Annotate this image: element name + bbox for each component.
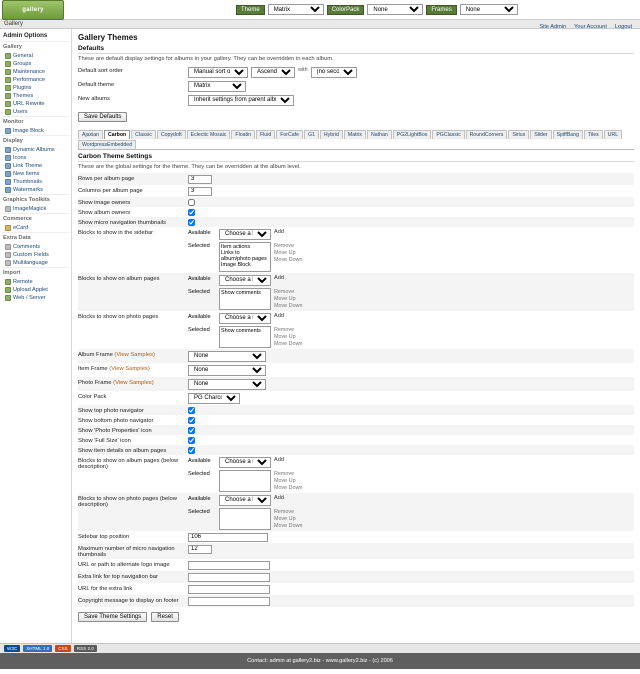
photo-below-selected-blocks-list[interactable] [219, 508, 271, 530]
row-show-micro-nav-thumbs [78, 217, 634, 227]
tab-forcafe[interactable]: ForCafe [276, 130, 303, 139]
label-album-frame [78, 351, 188, 358]
list-item[interactable]: Links to album/photo pages [221, 249, 267, 262]
defaults-heading: Defaults [78, 45, 634, 54]
album-add-block-button[interactable]: Add [274, 274, 284, 281]
row-color-pack [78, 391, 634, 405]
show-photo-properties-icon-checkbox[interactable] [188, 427, 195, 434]
save-defaults-button[interactable]: Save Defaults [78, 112, 127, 122]
row-blocks-album-below [78, 455, 634, 493]
sidebar-item-image-block[interactable] [2, 127, 69, 135]
sidebar-item-general[interactable] [2, 52, 69, 60]
ecard-icon [5, 225, 11, 231]
sidebar-move-down-button[interactable]: Move Down [274, 256, 303, 263]
sidebar-item-label: Web / Server [13, 294, 46, 301]
label-show-photo-properties-icon: Show 'Photo Properties' icon [78, 427, 152, 434]
sidebar [0, 29, 72, 643]
sidebar-item-multilanguage[interactable] [2, 259, 69, 267]
new-icon [5, 171, 11, 177]
users-icon [5, 61, 11, 67]
page-title: Gallery Themes [78, 33, 138, 42]
comment-icon [5, 244, 11, 250]
max-micro-nav-thumbs-input[interactable] [188, 545, 212, 554]
label-default-theme: Default theme [78, 81, 115, 88]
row-show-image-owners [78, 197, 634, 207]
sidebar-item-label: Multilanguage [13, 259, 48, 266]
label-extra-link-url: URL for the extra link [78, 585, 133, 592]
tab-carbon[interactable]: Carbon [104, 130, 130, 139]
show-micro-nav-thumbs-checkbox[interactable] [188, 219, 195, 226]
album-below-remove-block-button[interactable]: Remove [274, 470, 295, 477]
label-rows-per-album-page: Rows per album page [78, 175, 135, 182]
sidebar-item-watermarks[interactable] [2, 186, 69, 194]
row-extra-link-url [78, 583, 634, 595]
account-links [539, 24, 632, 30]
row-blocks-album-pages [78, 273, 634, 311]
photo-available-blocks-select[interactable] [219, 313, 271, 324]
album-selected-blocks-list[interactable] [219, 288, 271, 310]
reset-button[interactable]: Reset [151, 612, 179, 622]
row-blocks-photo-pages [78, 311, 634, 349]
photo-move-down-button[interactable]: Move Down [274, 340, 303, 347]
sidebar-item-label: General [13, 52, 33, 59]
row-show-top-photo-navigator [78, 405, 634, 415]
photo-add-block-button[interactable]: Add [274, 312, 284, 319]
album-frame-samples-link[interactable]: (View Samples) [114, 351, 155, 358]
photo-below-move-down-button[interactable]: Move Down [274, 522, 303, 529]
theme-selector-label: Theme [236, 5, 265, 15]
row-default-sort-order [78, 65, 634, 79]
sidebar-item-label: Upload Applet [13, 286, 48, 293]
available-label: Available [188, 457, 211, 464]
available-label: Available [188, 313, 211, 320]
row-show-photo-properties-icon [78, 425, 634, 435]
colorpack-select[interactable] [367, 4, 423, 15]
row-blocks-photo-below [78, 493, 634, 531]
new-albums-select[interactable] [188, 95, 294, 106]
xhtml-badge[interactable]: XHTML 1.0 [23, 645, 52, 652]
sidebar-item-maintenance[interactable] [2, 68, 69, 76]
tab-matrix[interactable]: Matrix [344, 130, 366, 139]
photo-below-remove-block-button[interactable]: Remove [274, 508, 295, 515]
label-show-item-details: Show item details on album pages [78, 447, 167, 454]
label-show-album-owners: Show album owners [78, 209, 131, 216]
tab-pgclassic[interactable]: PGClassic [432, 130, 464, 139]
photo-frame-select[interactable] [188, 379, 266, 390]
selected-label: Selected [188, 326, 210, 333]
tab-siriux[interactable]: Siriux [508, 130, 529, 139]
photo-remove-block-button[interactable]: Remove [274, 326, 295, 333]
tab-fluid[interactable]: Fluid [256, 130, 275, 139]
label-max-micro-nav-thumbs: Maximum number of micro navigation thumbnails [78, 545, 175, 558]
link-icon [5, 101, 11, 107]
defaults-description: These are default display settings for albums in your gallery. They can be overridden in each album. [78, 56, 334, 62]
frames-select[interactable] [460, 4, 518, 15]
show-top-photo-navigator-checkbox[interactable] [188, 407, 195, 414]
label-show-image-owners: Show image owners [78, 199, 131, 206]
theme-select[interactable] [268, 4, 324, 15]
row-sidebar-top-position [78, 531, 634, 543]
label-alt-logo-url: URL or path to alternate logo image [78, 561, 170, 568]
sidebar-add-block-button[interactable]: Add [274, 228, 284, 235]
theme-settings-heading: Carbon Theme Settings [78, 153, 634, 162]
default-sort-order-select[interactable] [188, 67, 248, 78]
list-item[interactable]: Show comments [221, 327, 261, 334]
selected-label: Selected [188, 242, 210, 249]
copyright-message-input[interactable] [188, 597, 270, 606]
extra-link-top-nav-input[interactable] [188, 573, 270, 582]
row-album-frame [78, 349, 634, 363]
tab-spiffbang[interactable]: SpiffBang [553, 130, 583, 139]
sidebar-remove-block-button[interactable]: Remove [274, 242, 295, 249]
tab-roundcorners[interactable]: RoundCorners [466, 130, 508, 139]
photo-selected-blocks-list[interactable] [219, 326, 271, 348]
sidebar-item-web-server[interactable] [2, 294, 69, 302]
validation-badges [0, 643, 640, 653]
row-show-album-owners [78, 207, 634, 217]
remote-icon [5, 279, 11, 285]
available-label: Available [188, 495, 211, 502]
album-below-available-blocks-select[interactable] [219, 457, 271, 468]
label-columns-per-album-page: Columns per album page [78, 187, 143, 194]
css-badge[interactable]: CSS [55, 645, 70, 652]
breadcrumb[interactable]: Gallery [0, 20, 640, 29]
tab-slider[interactable]: Slider [530, 130, 551, 139]
sidebar-item-users[interactable] [2, 108, 69, 116]
row-rows-per-album-page [78, 173, 634, 185]
sidebar-group-gallery: Gallery [2, 41, 69, 52]
icons-icon [5, 155, 11, 161]
label-extra-link-top-nav: Extra link for top navigation bar [78, 573, 158, 580]
photo-below-move-up-button[interactable]: Move Up [274, 515, 296, 522]
show-full-size-icon-checkbox[interactable] [188, 437, 195, 444]
sidebar-item-label: Dynamic Albums [13, 146, 55, 153]
sidebar-group-extra-data: Extra Data [2, 232, 69, 243]
album-move-up-button[interactable]: Move Up [274, 295, 296, 302]
album-frame-select[interactable] [188, 351, 266, 362]
link-logout[interactable]: Logout [614, 24, 632, 30]
label-sidebar-top-position: Sidebar top position [78, 533, 130, 540]
sidebar-item-label: URL Rewrite [13, 100, 45, 107]
plug-icon [5, 85, 11, 91]
top-controls [236, 4, 518, 15]
sidebar-top-position-input[interactable] [188, 533, 268, 542]
sidebar-item-label: Remote [13, 278, 33, 285]
sidebar-title: Admin Options [3, 32, 48, 39]
tab-ajaxian[interactable]: Ajaxian [78, 130, 103, 139]
item-frame-samples-link[interactable]: (View Samples) [109, 365, 150, 372]
sidebar-item-label: Custom Fields [13, 251, 49, 258]
main-content [72, 29, 640, 643]
sidebar-item-new-items[interactable] [2, 170, 69, 178]
sidebar-item-plugins[interactable] [2, 84, 69, 92]
colorpack-selector-label: ColorPack [327, 5, 365, 15]
row-show-item-details [78, 445, 634, 455]
sidebar-item-label: Image Block [13, 127, 44, 134]
sort-direction-select[interactable] [251, 67, 295, 78]
rss-badge[interactable]: RSS 2.0 [74, 645, 97, 652]
fields-icon [5, 252, 11, 258]
sidebar-item-link-theme[interactable] [2, 162, 69, 170]
row-default-theme [78, 79, 634, 93]
color-pack-select[interactable] [188, 393, 240, 404]
tab-url[interactable]: URL [604, 130, 622, 139]
server-icon [5, 295, 11, 301]
album-available-blocks-select[interactable] [219, 275, 271, 286]
row-photo-frame [78, 377, 634, 391]
photo-below-add-block-button[interactable]: Add [274, 494, 284, 501]
label-item-frame [78, 365, 188, 372]
photo-move-up-button[interactable]: Move Up [274, 333, 296, 340]
row-columns-per-album-page [78, 185, 634, 197]
upload-icon [5, 287, 11, 293]
gear-icon [5, 53, 11, 59]
sidebar-item-upload-applet[interactable] [2, 286, 69, 294]
sidebar-group-import: Import [2, 267, 69, 278]
label-blocks-photo-pages: Blocks to show on photo pages [78, 313, 159, 320]
sidebar-item-label: Themes [13, 92, 34, 99]
show-bottom-photo-navigator-checkbox[interactable] [188, 417, 195, 424]
tab-tiles[interactable]: Tiles [584, 130, 603, 139]
label-blocks-album-pages: Blocks to show on album pages [78, 275, 160, 282]
sidebar-item-themes[interactable] [2, 92, 69, 100]
sidebar-item-label: ImageMagick [13, 205, 47, 212]
row-new-albums [78, 93, 634, 107]
tab-floatin[interactable]: Floatin [231, 130, 255, 139]
gallery-logo: gallery [2, 0, 64, 20]
row-extra-link-top-nav [78, 571, 634, 583]
language-icon [5, 260, 11, 266]
theme-link-icon [5, 163, 11, 169]
sidebar-item-label: eCard [13, 224, 29, 231]
label-new-albums: New albums [78, 95, 110, 102]
item-frame-select[interactable] [188, 365, 266, 376]
sidebar-item-comments[interactable] [2, 243, 69, 251]
columns-per-album-page-input[interactable] [188, 187, 212, 196]
label-blocks-album-below: Blocks to show on album pages (below description) [78, 457, 179, 470]
photo-below-available-blocks-select[interactable] [219, 495, 271, 506]
wrench-icon [5, 69, 11, 75]
item-frame-text: Item Frame [78, 365, 108, 372]
defaults-actions [78, 107, 634, 126]
sidebar-item-icons[interactable] [2, 154, 69, 162]
tab-nathan[interactable]: Nathan [367, 130, 392, 139]
tab-g1[interactable]: G1 [304, 130, 319, 139]
available-label: Available [188, 229, 211, 236]
label-show-micro-nav-thumbs: Show micro navigation thumbnails [78, 219, 166, 226]
alt-logo-url-input[interactable] [188, 561, 270, 570]
magick-icon [5, 206, 11, 212]
tab-copydoft[interactable]: Copydoft [157, 130, 186, 139]
album-below-add-block-button[interactable]: Add [274, 456, 284, 463]
tab-pg2lightbox[interactable]: PG2LightBox [393, 130, 432, 139]
link-your-account[interactable]: Your Account [574, 24, 607, 30]
label-show-full-size-icon: Show 'Full Size' icon [78, 437, 131, 444]
row-max-micro-nav-thumbs [78, 543, 634, 559]
tab-eclectic-mosaic[interactable]: Eclectic Mosaic [187, 130, 231, 139]
sidebar-group-commerce: Commerce [2, 213, 69, 224]
sidebar-item-ecard[interactable] [2, 224, 69, 232]
label-copyright-message: Copyright message to display on footer [78, 597, 179, 604]
label-photo-frame [78, 379, 188, 386]
sidebar-item-label: Comments [13, 243, 41, 250]
sidebar-item-label: Maintenance [13, 68, 46, 75]
palette-icon [5, 93, 11, 99]
label-color-pack: Color Pack [78, 393, 107, 400]
sidebar-item-label: Plugins [13, 84, 32, 91]
sidebar-item-remote[interactable] [2, 278, 69, 286]
default-theme-select[interactable] [188, 81, 246, 92]
top-bar [0, 0, 640, 20]
theme-settings-actions [78, 607, 634, 626]
sidebar-item-label: Groups [13, 60, 32, 67]
show-album-owners-checkbox[interactable] [188, 209, 195, 216]
selected-label: Selected [188, 288, 210, 295]
sidebar-item-dynamic-albums[interactable] [2, 146, 69, 154]
row-item-frame [78, 363, 634, 377]
sidebar-item-label: Link Theme [13, 162, 43, 169]
sidebar-item-label: New Items [13, 170, 40, 177]
photo-frame-samples-link[interactable]: (View Samples) [113, 379, 154, 386]
sidebar-item-url-rewrite[interactable] [2, 100, 69, 108]
selected-label: Selected [188, 508, 210, 515]
sidebar-item-performance[interactable] [2, 76, 69, 84]
sidebar-item-imagemagick[interactable] [2, 205, 69, 213]
available-label: Available [188, 275, 211, 282]
theme-tabs [78, 130, 634, 150]
album-remove-block-button[interactable]: Remove [274, 288, 295, 295]
show-image-owners-checkbox[interactable] [188, 199, 195, 206]
w3c-badge[interactable]: W3C [4, 645, 20, 652]
thumbnail-icon [5, 179, 11, 185]
sidebar-move-up-button[interactable]: Move Up [274, 249, 296, 256]
label-default-sort-order: Default sort order [78, 67, 123, 74]
sidebar-group-graphics-toolkits: Graphics Toolkits [2, 194, 69, 205]
rows-per-album-page-input[interactable] [188, 175, 212, 184]
sidebar-item-thumbnails[interactable] [2, 178, 69, 186]
sidebar-item-label: Users [13, 108, 28, 115]
image-icon [5, 128, 11, 134]
label-blocks-photo-below: Blocks to show on photo pages (below description) [78, 495, 177, 508]
user-icon [5, 109, 11, 115]
label-blocks-sidebar: Blocks to show in the sidebar [78, 229, 154, 236]
album-move-down-button[interactable]: Move Down [274, 302, 303, 309]
album-below-move-up-button[interactable]: Move Up [274, 477, 296, 484]
frames-selector-label: Frames [426, 5, 456, 15]
link-site-admin[interactable]: Site Admin [539, 24, 567, 30]
extra-link-url-input[interactable] [188, 585, 270, 594]
speed-icon [5, 77, 11, 83]
sidebar-item-label: Icons [13, 154, 27, 161]
row-copyright-message [78, 595, 634, 607]
list-item[interactable]: Show comments [221, 289, 261, 296]
selected-label: Selected [188, 470, 210, 477]
tab-classic[interactable]: Classic [131, 130, 156, 139]
sidebar-group-monitor: Monitor [2, 116, 69, 127]
list-item[interactable]: Image Block [221, 261, 251, 268]
album-frame-text: Album Frame [78, 351, 113, 358]
row-show-bottom-photo-navigator [78, 415, 634, 425]
tab-hybrid[interactable]: Hybrid [320, 130, 343, 139]
watermark-icon [5, 187, 11, 193]
sidebar-group-display: Display [2, 135, 69, 146]
list-item[interactable]: Item actions [221, 243, 251, 250]
sidebar-item-groups[interactable] [2, 60, 69, 68]
page-body [0, 29, 640, 643]
secondary-sort-select[interactable] [311, 67, 357, 78]
sidebar-selected-blocks-list[interactable] [219, 242, 271, 272]
row-blocks-sidebar [78, 227, 634, 273]
album-icon [5, 147, 11, 153]
row-alt-logo-url [78, 559, 634, 571]
sidebar-item-label: Watermarks [13, 186, 43, 193]
photo-frame-text: Photo Frame [78, 379, 112, 386]
label-show-top-photo-navigator: Show top photo navigator [78, 407, 144, 414]
show-item-details-checkbox[interactable] [188, 447, 195, 454]
album-below-move-down-button[interactable]: Move Down [274, 484, 303, 491]
sidebar-available-blocks-select[interactable] [219, 229, 271, 240]
tab-wordpressembedded[interactable]: WordpressEmbedded [78, 140, 136, 149]
page-footer: Contact: admin at gallery2.biz - www.gallery2.biz - (c) 2006 [0, 653, 640, 669]
row-show-full-size-icon [78, 435, 634, 445]
save-theme-settings-button[interactable]: Save Theme Settings [78, 612, 147, 622]
sidebar-item-custom-fields[interactable] [2, 251, 69, 259]
with-label: with [298, 66, 308, 73]
label-show-bottom-photo-navigator: Show bottom photo navigator [78, 417, 154, 424]
theme-settings-description: These are the global settings for the theme. They can be overridden at the album level. [78, 164, 301, 170]
sidebar-item-label: Thumbnails [13, 178, 42, 185]
album-below-selected-blocks-list[interactable] [219, 470, 271, 492]
sidebar-item-label: Performance [13, 76, 46, 83]
